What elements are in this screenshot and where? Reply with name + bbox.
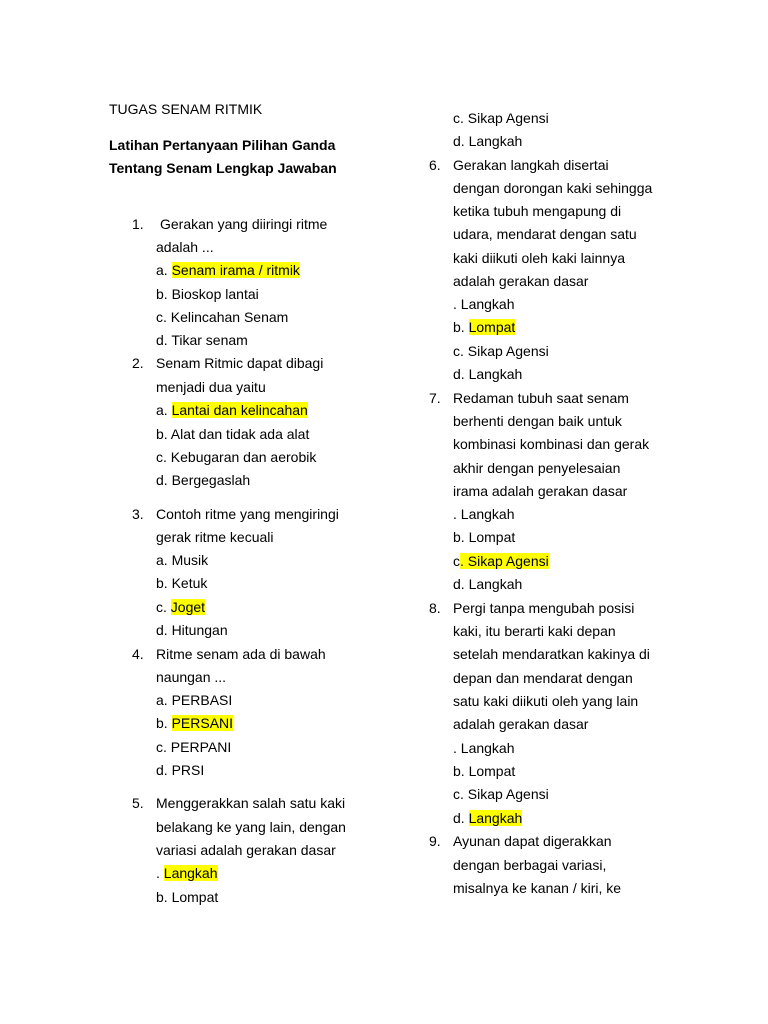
option-prefix: c. bbox=[156, 599, 171, 615]
question-text: akhir dengan penyelesaian bbox=[453, 460, 621, 476]
highlighted-answer: Langkah bbox=[163, 865, 218, 881]
question-text: dengan dorongan kaki sehingga bbox=[453, 180, 653, 196]
question-number: 3. bbox=[132, 506, 144, 522]
answer-option: d. Hitungan bbox=[156, 622, 228, 638]
question-text: satu kaki diikuti oleh yang lain bbox=[453, 693, 639, 709]
answer-option-correct bbox=[453, 319, 515, 336]
answer-option-correct bbox=[156, 865, 218, 882]
document-subtitle-line-1: Latihan Pertanyaan Pilihan Ganda bbox=[109, 137, 336, 153]
answer-option: d. Langkah bbox=[453, 366, 523, 382]
answer-option: c. Kebugaran dan aerobik bbox=[156, 449, 317, 465]
answer-option: c. PERPANI bbox=[156, 739, 232, 755]
question-text: Menggerakkan salah satu kaki bbox=[156, 795, 346, 811]
question-text: misalnya ke kanan / kiri, ke bbox=[453, 880, 622, 896]
answer-option: d. PRSI bbox=[156, 762, 205, 778]
answer-option-correct bbox=[453, 553, 549, 570]
highlighted-answer: Lompat bbox=[468, 319, 516, 335]
highlighted-answer: Lantai dan kelincahan bbox=[171, 402, 308, 418]
answer-option: d. Langkah bbox=[453, 133, 523, 149]
highlighted-answer: PERSANI bbox=[171, 715, 234, 731]
answer-option: c. Kelincahan Senam bbox=[156, 309, 289, 325]
answer-option-correct bbox=[156, 402, 308, 419]
answer-option-correct bbox=[453, 810, 522, 827]
question-number: 1. bbox=[132, 216, 144, 232]
answer-option: . Langkah bbox=[453, 506, 515, 522]
question-text: depan dan mendarat dengan bbox=[453, 670, 633, 686]
question-text: Pergi tanpa mengubah posisi bbox=[453, 600, 635, 616]
question-number: 4. bbox=[132, 646, 144, 662]
question-text: Redaman tubuh saat senam bbox=[453, 390, 629, 406]
question-number: 2. bbox=[132, 355, 144, 371]
answer-option: d. Langkah bbox=[453, 576, 523, 592]
question-text: Ayunan dapat digerakkan bbox=[453, 833, 612, 849]
question-text: Ritme senam ada di bawah bbox=[156, 646, 326, 662]
answer-option: d. Tikar senam bbox=[156, 332, 248, 348]
highlighted-answer: Joget bbox=[170, 599, 206, 615]
question-text: menjadi dua yaitu bbox=[156, 379, 266, 395]
question-text: kombinasi kombinasi dan gerak bbox=[453, 436, 650, 452]
question-text: adalah gerakan dasar bbox=[453, 716, 589, 732]
answer-option: a. PERBASI bbox=[156, 692, 233, 708]
answer-option-correct bbox=[156, 262, 300, 279]
answer-option: b. Bioskop lantai bbox=[156, 286, 259, 302]
question-text: variasi adalah gerakan dasar bbox=[156, 842, 336, 858]
question-text: udara, mendarat dengan satu bbox=[453, 226, 637, 242]
answer-option-correct bbox=[156, 599, 205, 616]
answer-option: a. Musik bbox=[156, 552, 209, 568]
question-text: naungan ... bbox=[156, 669, 227, 685]
question-text: Senam Ritmic dapat dibagi bbox=[156, 355, 324, 371]
option-prefix: c bbox=[453, 553, 460, 569]
question-number: 5. bbox=[132, 795, 144, 811]
answer-option: d. Bergegaslah bbox=[156, 472, 251, 488]
question-text: kaki diikuti oleh kaki lainnya bbox=[453, 250, 625, 266]
option-prefix: d. bbox=[453, 810, 469, 826]
question-text: Gerakan langkah disertai bbox=[453, 157, 609, 173]
answer-option: b. Lompat bbox=[453, 529, 516, 545]
option-prefix: a. bbox=[156, 402, 172, 418]
question-number: 8. bbox=[429, 600, 441, 616]
question-number: 6. bbox=[429, 157, 441, 173]
highlighted-answer: Senam irama / ritmik bbox=[171, 262, 300, 278]
question-text: ketika tubuh mengapung di bbox=[453, 203, 622, 219]
question-text: irama adalah gerakan dasar bbox=[453, 483, 628, 499]
question-text: belakang ke yang lain, dengan bbox=[156, 819, 346, 835]
question-text: kaki, itu berarti kaki depan bbox=[453, 623, 616, 639]
answer-option: b. Lompat bbox=[156, 889, 219, 905]
question-text: setelah mendaratkan kakinya di bbox=[453, 646, 650, 662]
answer-option: c. Sikap Agensi bbox=[453, 786, 549, 802]
answer-option: . Langkah bbox=[453, 296, 515, 312]
answer-option: . Langkah bbox=[453, 740, 515, 756]
answer-option: b. Alat dan tidak ada alat bbox=[156, 426, 310, 442]
highlighted-answer: Langkah bbox=[468, 810, 523, 826]
question-number: 9. bbox=[429, 833, 441, 849]
question-text: Gerakan yang diiringi ritme bbox=[160, 216, 328, 232]
answer-option: b. Lompat bbox=[453, 763, 516, 779]
answer-option-correct bbox=[156, 715, 233, 732]
answer-option: b. Ketuk bbox=[156, 575, 208, 591]
answer-option: c. Sikap Agensi bbox=[453, 110, 549, 126]
highlighted-answer: . Sikap Agensi bbox=[460, 553, 549, 569]
option-prefix: b. bbox=[453, 319, 469, 335]
document-title: TUGAS SENAM RITMIK bbox=[109, 101, 263, 117]
question-text: gerak ritme kecuali bbox=[156, 529, 274, 545]
document-subtitle-line-2: Tentang Senam Lengkap Jawaban bbox=[109, 160, 337, 176]
question-text: berhenti dengan baik untuk bbox=[453, 413, 622, 429]
question-text: Contoh ritme yang mengiringi bbox=[156, 506, 339, 522]
question-text: adalah gerakan dasar bbox=[453, 273, 589, 289]
option-prefix: a. bbox=[156, 262, 172, 278]
question-text: adalah ... bbox=[156, 239, 214, 255]
option-prefix: . bbox=[156, 865, 164, 881]
option-prefix: b. bbox=[156, 715, 172, 731]
question-number: 7. bbox=[429, 390, 441, 406]
answer-option: c. Sikap Agensi bbox=[453, 343, 549, 359]
question-text: dengan berbagai variasi, bbox=[453, 857, 607, 873]
